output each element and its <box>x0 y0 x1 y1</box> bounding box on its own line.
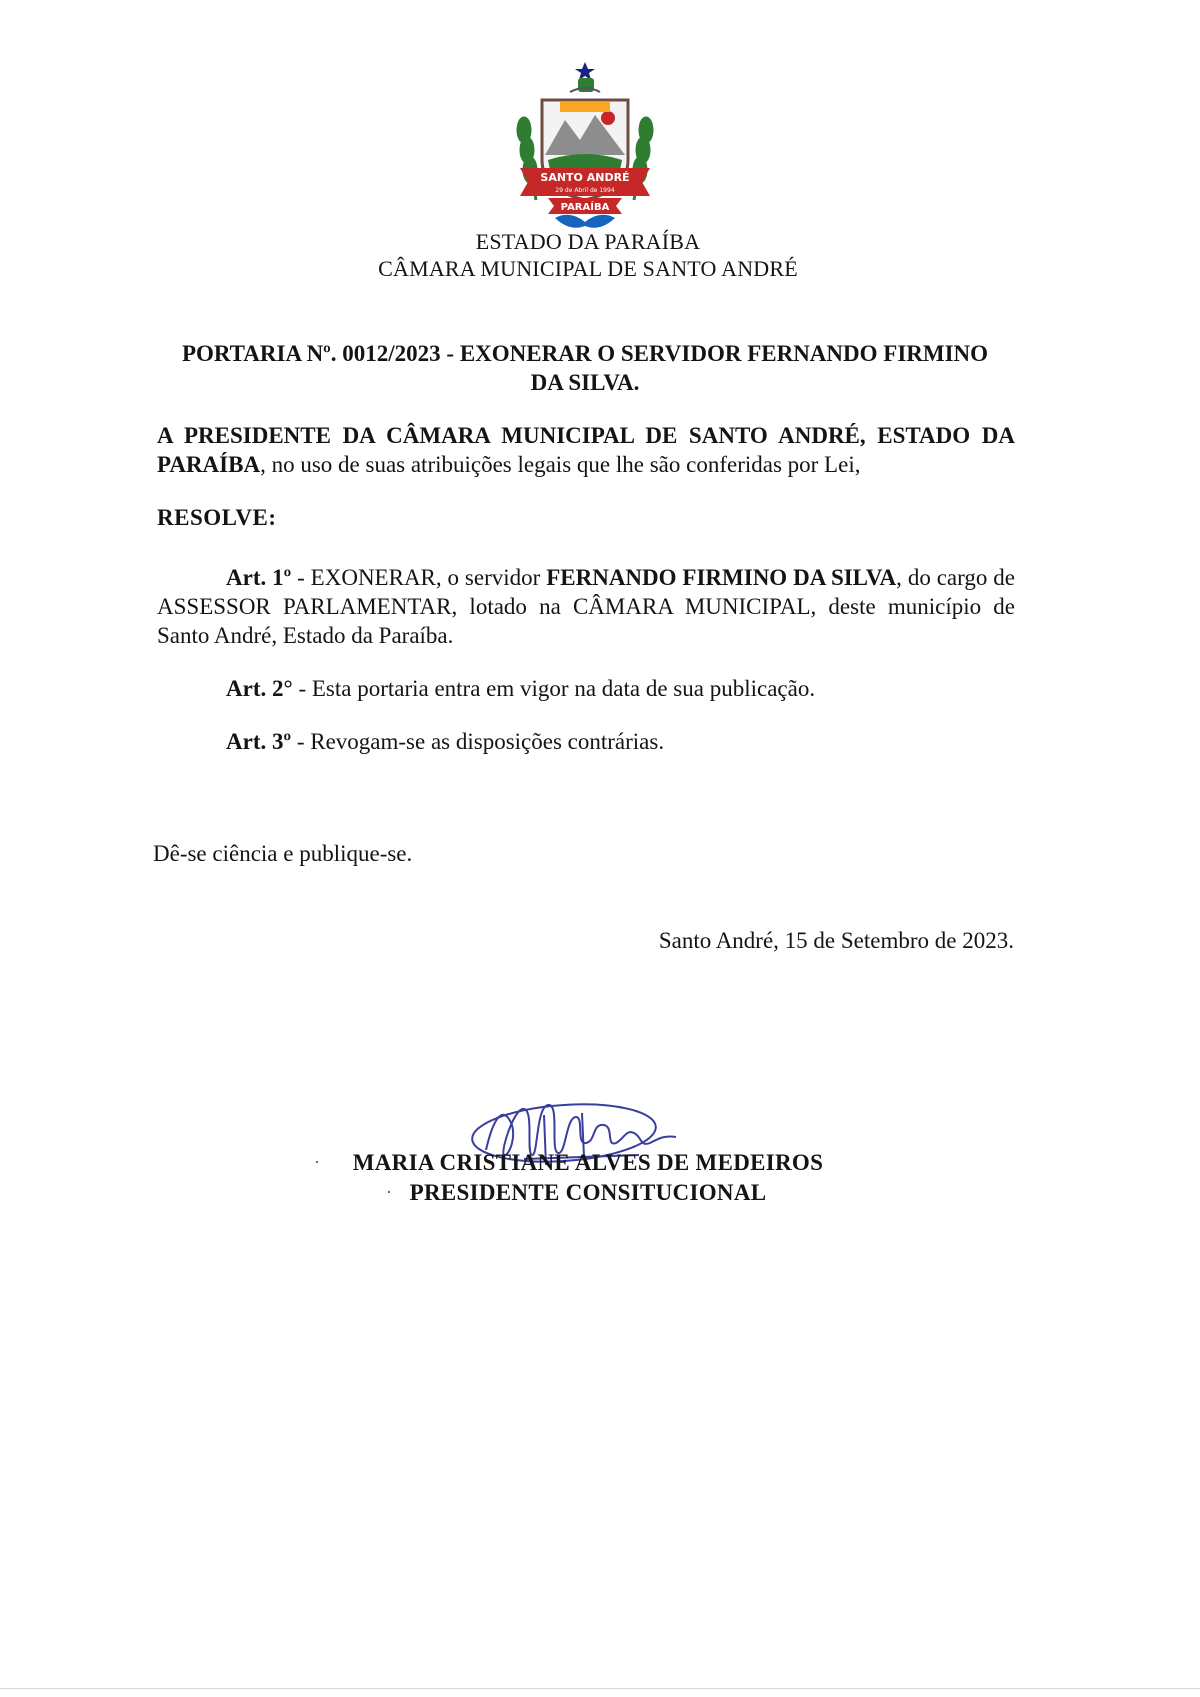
article-3 <box>226 729 664 755</box>
crest-banner-bottom: PARAÍBA <box>560 202 610 213</box>
scan-speck: · <box>386 1182 392 1202</box>
document-title-line-2: DA SILVA. <box>530 370 640 395</box>
coat-of-arms-icon <box>500 60 670 235</box>
signatory-name: MARIA CRISTIANE ALVES DE MEDEIROS <box>352 1150 824 1175</box>
crest-banner-date: 29 de Abril de 1994 <box>555 187 615 194</box>
document-title <box>150 339 1020 397</box>
article-2-label: Art. 2° <box>226 676 293 701</box>
document-title-line-1: PORTARIA Nº. 0012/2023 - EXONERAR O SERVIDOR FERNANDO FIRMINO <box>181 341 989 366</box>
article-1-employee-name: FERNANDO FIRMINO DA SILVA <box>546 565 897 590</box>
article-1 <box>157 563 1015 650</box>
document-date: Santo André, 15 de Setembro de 2023. <box>658 928 1014 953</box>
resolve-heading: RESOLVE: <box>157 505 277 530</box>
article-3-text: - Revogam-se as disposições contrárias. <box>291 729 665 754</box>
signatory-role: PRESIDENTE CONSITUCIONAL <box>409 1180 767 1205</box>
article-1-pre: - EXONERAR, o servidor <box>291 565 547 590</box>
scan-edge-line <box>0 1688 1200 1689</box>
crest-banner-top: SANTO ANDRÉ <box>540 171 630 184</box>
article-1-label: Art. 1º <box>226 565 292 590</box>
article-2-text: - Esta portaria entra em vigor na data de sua publicação. <box>292 676 816 701</box>
closing-line: Dê-se ciência e publique-se. <box>153 841 413 866</box>
preamble-paragraph <box>157 421 1015 479</box>
article-1-post: , do cargo de ASSESSOR PARLAMENTAR, lotado na CÂMARA MUNICIPAL, deste município de Santo André, Estado da Paraíba. <box>157 565 1015 648</box>
preamble-authority: A PRESIDENTE DA CÂMARA MUNICIPAL DE SANTO ANDRÉ, ESTADO DA PARAÍBA <box>157 423 1015 477</box>
scan-speck: · <box>314 1152 320 1172</box>
header-chamber: CÂMARA MUNICIPAL DE SANTO ANDRÉ <box>378 256 798 281</box>
article-2 <box>226 676 815 702</box>
preamble-rest: , no uso de suas atribuições legais que lhe são conferidas por Lei, <box>260 452 861 477</box>
article-3-label: Art. 3º <box>226 729 292 754</box>
header-state: ESTADO DA PARAÍBA <box>475 229 701 254</box>
